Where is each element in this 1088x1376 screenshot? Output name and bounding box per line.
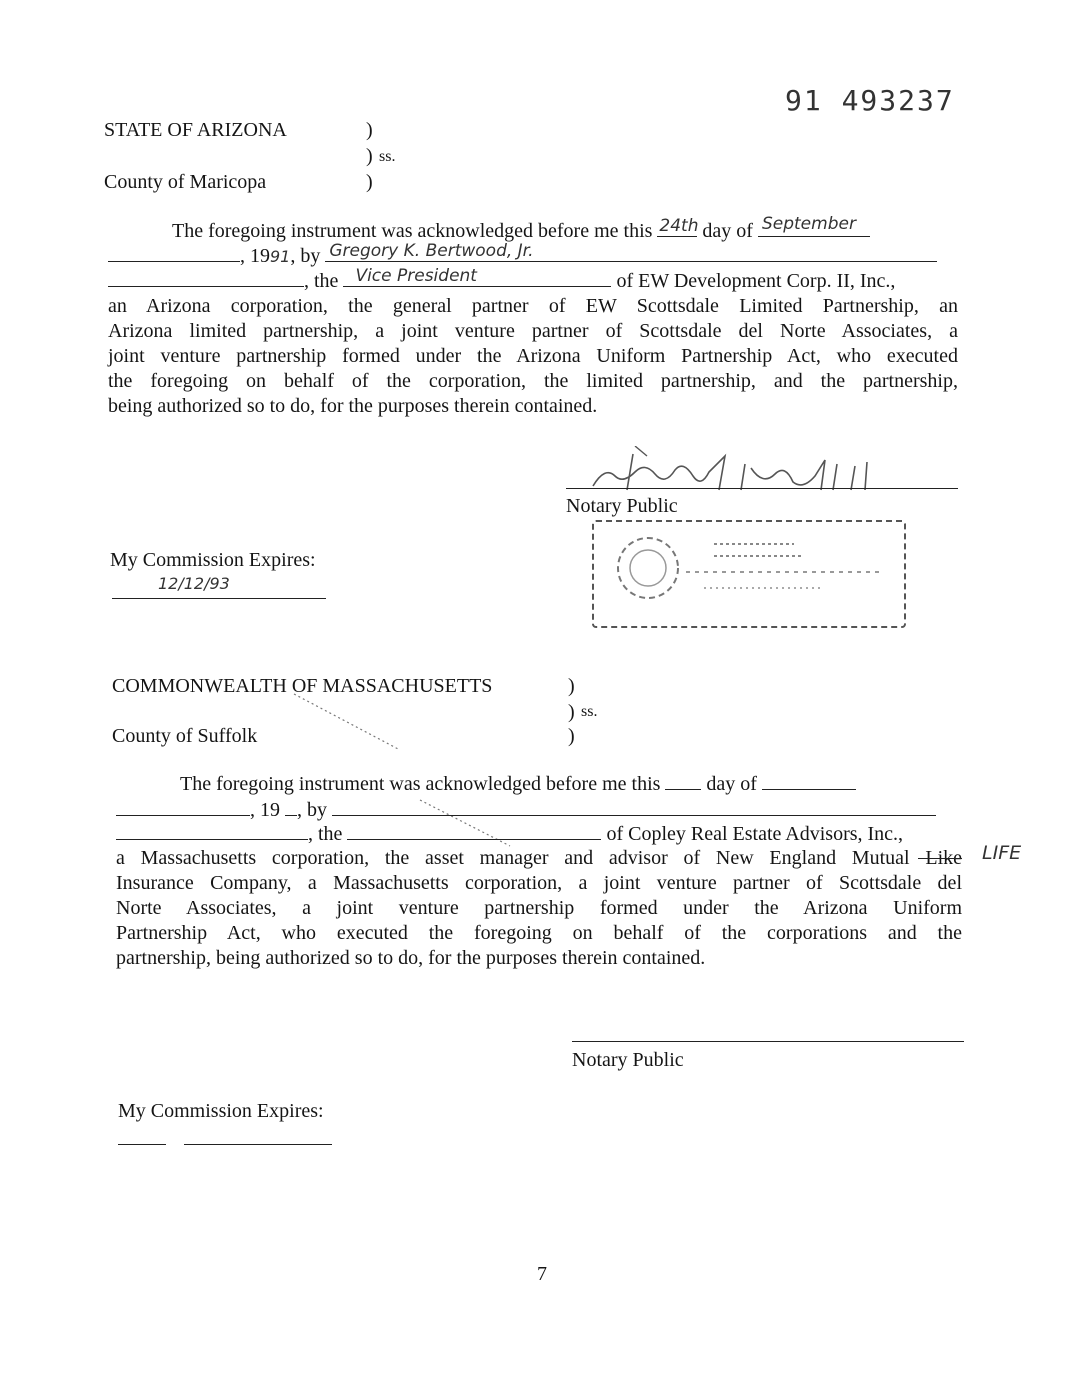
notary-label: Notary Public bbox=[572, 1049, 684, 1071]
commission-date-field bbox=[184, 1144, 332, 1145]
document-number: 91 493237 bbox=[785, 84, 955, 117]
venue-paren: ) bbox=[568, 725, 575, 747]
acknowledgment-line: , 1991, by Gregory K. Bertwood, Jr. bbox=[108, 243, 937, 269]
commission-label: My Commission Expires: bbox=[118, 1100, 324, 1122]
venue-county: County of Suffolk bbox=[112, 725, 258, 747]
title-field bbox=[347, 821, 601, 840]
acknowledgment-line: , the of Copley Real Estate Advisors, Inc., bbox=[116, 821, 903, 846]
venue-paren: ) bbox=[568, 701, 575, 723]
signature-scrawl bbox=[575, 446, 955, 492]
venue-state: COMMONWEALTH OF MASSACHUSETTS bbox=[112, 675, 493, 697]
notary-signature bbox=[575, 446, 955, 492]
signer-field: Gregory K. Bertwood, Jr. bbox=[325, 243, 937, 262]
month-field: September bbox=[758, 218, 870, 237]
signer-field bbox=[332, 797, 936, 816]
notary-signature-line bbox=[566, 488, 958, 489]
day-field: 24th bbox=[659, 216, 699, 236]
page-number: 7 bbox=[537, 1263, 547, 1285]
acknowledgment-body: an Arizona corporation, the general partner of EW Scottsdale Limited Partnership, an Arizona limited partnership, a joint venture partner of Scottsdale del Norte Associates, a joint venture partnership formed under the Arizona Uniform Partnership Act, who executed the foregoing on behalf of the corporation, the limited partnership, and the partnership, being authorized so to do, for the purposes therein contained. bbox=[108, 295, 958, 417]
notary-seal bbox=[592, 520, 906, 628]
venue-paren: ) bbox=[366, 171, 373, 193]
acknowledgment-line: , 19 , by bbox=[116, 797, 936, 822]
acknowledgment-line: , the Vice President of EW Development Corp. II, Inc., bbox=[108, 268, 895, 293]
title-field: Vice President bbox=[343, 268, 611, 287]
venue-ss: ss. bbox=[581, 703, 598, 720]
margin-correction: LIFE bbox=[982, 842, 1022, 864]
acknowledgment-line: The foregoing instrument was acknowledged before me this day of bbox=[180, 771, 856, 796]
venue-county: County of Maricopa bbox=[104, 171, 267, 193]
notary-signature-line bbox=[572, 1041, 964, 1042]
commission-date-field bbox=[118, 1144, 166, 1145]
commission-label: My Commission Expires: bbox=[110, 549, 316, 571]
day-field bbox=[665, 771, 701, 790]
strikethrough-mark bbox=[918, 858, 962, 859]
year-field bbox=[285, 797, 297, 816]
acknowledgment-body: a Massachusetts corporation, the asset manager and advisor of New England Mutual Like Insurance Company, a Massachusetts corporation, a joint venture partner of Scottsdale del Norte Associates, a joint venture partnership formed under the Arizona Uniform Partnership Act, who executed the foregoing on behalf of the corporations and the partnership, being authorized so to do, for the purposes therein contained. bbox=[116, 847, 962, 969]
notary-label: Notary Public bbox=[566, 495, 678, 517]
venue-paren: ) bbox=[366, 119, 373, 141]
seal-emblem bbox=[594, 522, 904, 626]
commission-date-field: 12/12/93 bbox=[112, 576, 326, 599]
venue-paren: ) bbox=[568, 675, 575, 697]
venue-state: STATE OF ARIZONA bbox=[104, 119, 287, 141]
month-field bbox=[762, 771, 856, 790]
acknowledgment-line: The foregoing instrument was acknowledged before me this 24th day of September bbox=[172, 218, 870, 243]
venue-ss: ss. bbox=[379, 148, 396, 165]
venue-paren: ) bbox=[366, 145, 373, 167]
